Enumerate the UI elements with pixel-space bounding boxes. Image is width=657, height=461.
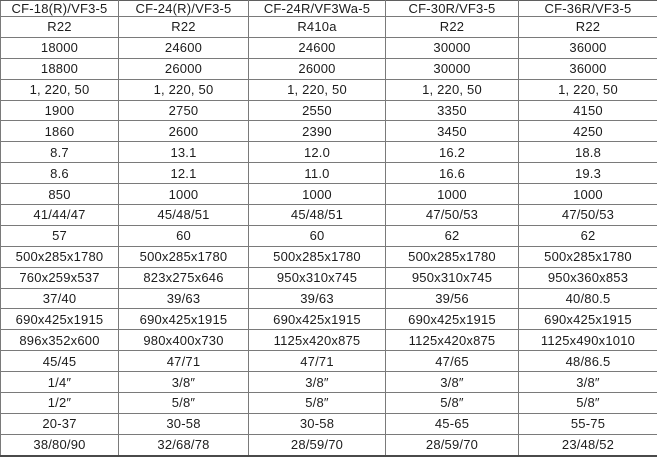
table-cell: 62 (386, 225, 519, 246)
table-cell: 28/59/70 (386, 434, 519, 456)
table-cell: 1/4″ (1, 372, 119, 393)
table-cell: 690x425x1915 (249, 309, 386, 330)
table-cell: 47/71 (249, 351, 386, 372)
table-cell: 16.2 (386, 142, 519, 163)
table-cell: 47/71 (119, 351, 249, 372)
table-row (1, 393, 657, 414)
table-cell: 57 (1, 225, 119, 246)
table-row (1, 79, 657, 100)
table-cell: 39/63 (119, 288, 249, 309)
table-cell: 40/80.5 (519, 288, 657, 309)
table-cell: 47/50/53 (386, 205, 519, 226)
table-header (1, 1, 657, 17)
table-cell: 4150 (519, 100, 657, 121)
table-cell: 37/40 (1, 288, 119, 309)
table-cell: R22 (386, 17, 519, 38)
table-cell: 1, 220, 50 (1, 79, 119, 100)
table-cell: 950x310x745 (386, 267, 519, 288)
table-cell: 3450 (386, 121, 519, 142)
table-cell: 45/45 (1, 351, 119, 372)
table-cell: 24600 (249, 37, 386, 58)
table-cell: 12.1 (119, 163, 249, 184)
table-cell: 26000 (119, 58, 249, 79)
table-cell: 1125x420x875 (249, 330, 386, 351)
table-cell: 2750 (119, 100, 249, 121)
table-row (1, 100, 657, 121)
table-cell: 1900 (1, 100, 119, 121)
table-cell: 850 (1, 184, 119, 205)
table-cell: 39/56 (386, 288, 519, 309)
table-row (1, 413, 657, 434)
table-cell: 690x425x1915 (119, 309, 249, 330)
table-row (1, 184, 657, 205)
table-cell: 36000 (519, 58, 657, 79)
table-cell: 3/8″ (249, 372, 386, 393)
table-body (1, 17, 657, 457)
table-cell: 19.3 (519, 163, 657, 184)
table-cell: 5/8″ (386, 393, 519, 414)
column-header: CF-24(R)/VF3-5 (119, 1, 249, 17)
table-cell: 1, 220, 50 (249, 79, 386, 100)
table-cell: 18000 (1, 37, 119, 58)
table-cell: 45/48/51 (249, 205, 386, 226)
table-cell: 5/8″ (519, 393, 657, 414)
table-cell: 24600 (119, 37, 249, 58)
column-header: CF-18(R)/VF3-5 (1, 1, 119, 17)
table-cell: 41/44/47 (1, 205, 119, 226)
table-cell: 60 (249, 225, 386, 246)
table-row (1, 330, 657, 351)
table-cell: 16.6 (386, 163, 519, 184)
table-cell: 2550 (249, 100, 386, 121)
table-cell: 3/8″ (119, 372, 249, 393)
table-cell: 30000 (386, 37, 519, 58)
table-cell: 2390 (249, 121, 386, 142)
table-row (1, 205, 657, 226)
table-cell: 1, 220, 50 (519, 79, 657, 100)
table-cell: 690x425x1915 (519, 309, 657, 330)
table-cell: 1000 (386, 184, 519, 205)
table-cell: 38/80/90 (1, 434, 119, 456)
table-cell: 26000 (249, 58, 386, 79)
table-row (1, 58, 657, 79)
table-cell: 60 (119, 225, 249, 246)
table-cell: 760x259x537 (1, 267, 119, 288)
table-cell: 4250 (519, 121, 657, 142)
table-cell: 47/50/53 (519, 205, 657, 226)
table-cell: 980x400x730 (119, 330, 249, 351)
table-cell: 500x285x1780 (119, 246, 249, 267)
table-cell: 2600 (119, 121, 249, 142)
table-cell: 500x285x1780 (249, 246, 386, 267)
table-cell: 3/8″ (386, 372, 519, 393)
table-row (1, 372, 657, 393)
table-row (1, 351, 657, 372)
table-cell: 896x352x600 (1, 330, 119, 351)
table-cell: 11.0 (249, 163, 386, 184)
table-cell: 23/48/52 (519, 434, 657, 456)
table-cell: 8.7 (1, 142, 119, 163)
table-cell: 18800 (1, 58, 119, 79)
table-cell: 45/48/51 (119, 205, 249, 226)
column-header: CF-36R/VF3-5 (519, 1, 657, 17)
table-cell: R22 (519, 17, 657, 38)
table-row (1, 434, 657, 456)
table-cell: 690x425x1915 (1, 309, 119, 330)
table-cell: 1125x420x875 (386, 330, 519, 351)
table-cell: 47/65 (386, 351, 519, 372)
table-cell: 1000 (119, 184, 249, 205)
table-cell: 12.0 (249, 142, 386, 163)
table-cell: 500x285x1780 (519, 246, 657, 267)
table-row (1, 246, 657, 267)
table-cell: 5/8″ (249, 393, 386, 414)
table-cell: 1000 (249, 184, 386, 205)
table-cell: 950x310x745 (249, 267, 386, 288)
table-cell: 500x285x1780 (1, 246, 119, 267)
column-header: CF-30R/VF3-5 (386, 1, 519, 17)
table-cell: 55-75 (519, 413, 657, 434)
table-cell: 13.1 (119, 142, 249, 163)
table-cell: 30000 (386, 58, 519, 79)
table-cell: 45-65 (386, 413, 519, 434)
table-cell: 1, 220, 50 (119, 79, 249, 100)
table-row (1, 142, 657, 163)
table-cell: 5/8″ (119, 393, 249, 414)
table-cell: 62 (519, 225, 657, 246)
table-cell: 1860 (1, 121, 119, 142)
table-cell: R22 (1, 17, 119, 38)
table-cell: 30-58 (119, 413, 249, 434)
table-cell: 3/8″ (519, 372, 657, 393)
table-cell: 30-58 (249, 413, 386, 434)
column-header: CF-24R/VF3Wa-5 (249, 1, 386, 17)
table-cell: 500x285x1780 (386, 246, 519, 267)
table-cell: 20-37 (1, 413, 119, 434)
table-cell: 8.6 (1, 163, 119, 184)
table-row (1, 288, 657, 309)
table-row (1, 17, 657, 38)
table-row (1, 37, 657, 58)
table-cell: 1125x490x1010 (519, 330, 657, 351)
table-row (1, 267, 657, 288)
table-cell: 48/86.5 (519, 351, 657, 372)
table-row (1, 121, 657, 142)
table-cell: 18.8 (519, 142, 657, 163)
table-row (1, 163, 657, 184)
table-cell: 39/63 (249, 288, 386, 309)
table-cell: 1/2″ (1, 393, 119, 414)
table-cell: R22 (119, 17, 249, 38)
table-row (1, 309, 657, 330)
table-cell: 1, 220, 50 (386, 79, 519, 100)
table-cell: 36000 (519, 37, 657, 58)
table-cell: 28/59/70 (249, 434, 386, 456)
table-cell: 950x360x853 (519, 267, 657, 288)
table-cell: 690x425x1915 (386, 309, 519, 330)
table-cell: 1000 (519, 184, 657, 205)
table-cell: 823x275x646 (119, 267, 249, 288)
table-cell: R410a (249, 17, 386, 38)
table-cell: 3350 (386, 100, 519, 121)
table-row (1, 225, 657, 246)
header-row (1, 1, 657, 17)
table-cell: 32/68/78 (119, 434, 249, 456)
